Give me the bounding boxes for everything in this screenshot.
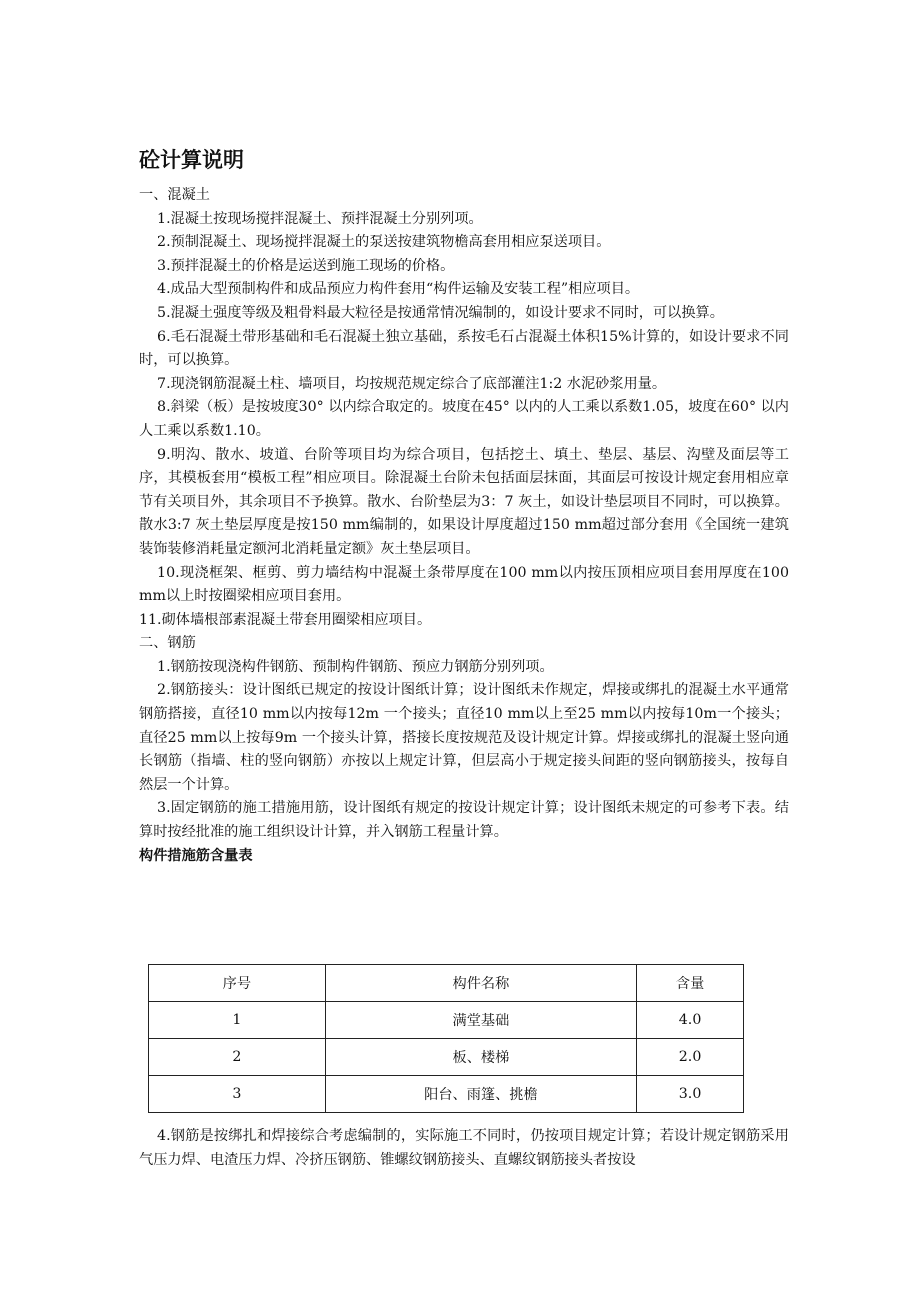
table-title: 构件措施筋含量表 xyxy=(139,847,253,864)
table-row xyxy=(149,1039,744,1076)
table-cell: 阳台、雨篷、挑檐 xyxy=(325,1076,636,1113)
header-cell: 构件名称 xyxy=(325,965,636,1002)
table-cell: 满堂基础 xyxy=(325,1002,636,1039)
paragraph: 2.预制混凝土、现场搅拌混凝土的泵送按建筑物檐高套用相应泵送项目。 xyxy=(157,234,611,251)
table-header-row xyxy=(149,965,744,1002)
paragraph: 10.现浇框架、框剪、剪力墙结构中混凝土条带厚度在100 mm以内按压顶相应项目套用厚度在100 mm以上时按圈梁相应项目套用。 xyxy=(139,564,789,605)
header-cell: 含量 xyxy=(637,965,744,1002)
section-heading-concrete: 一、混凝土 xyxy=(139,187,210,203)
table-row xyxy=(149,1002,744,1039)
page-title: 砼计算说明 xyxy=(139,148,244,172)
paragraph: 8.斜梁（板）是按坡度30° 以内综合取定的。坡度在45° 以内的人工乘以系数1.05，坡度在60° 以内人工乘以系数1.10。 xyxy=(139,399,789,439)
document-body-continued xyxy=(139,1125,789,1172)
paragraph: 2.钢筋接头：设计图纸已规定的按设计图纸计算；设计图纸未作规定，焊接或绑扎的混凝土水平通常钢筋搭接，直径10 mm以内按每12m 一个接头；直径10 mm以上至25 mm以内按每10m一个接头；直径25 mm以上按每9m 一个接头计算，搭接长度按规范及设计规定计算。焊接或绑扎的混凝土竖向通长钢筋（指墙、柱的竖向钢筋）亦按以上规定计算，但层高小于规定接头间距的竖向钢筋接头，按每自然层一个计算。 xyxy=(139,682,789,793)
rebar-content-table xyxy=(148,964,744,1113)
paragraph: 1.钢筋按现浇构件钢筋、预制构件钢筋、预应力钢筋分别列项。 xyxy=(157,658,554,675)
section-heading-rebar: 二、钢筋 xyxy=(139,635,196,652)
table-cell: 板、楼梯 xyxy=(325,1039,636,1076)
header-cell: 序号 xyxy=(149,965,326,1002)
table-cell: 2 xyxy=(149,1039,326,1076)
document-body xyxy=(139,184,789,868)
paragraph: 6.毛石混凝土带形基础和毛石混凝土独立基础，系按毛石占混凝土体积15%计算的，如设计要求不同时，可以换算。 xyxy=(139,328,789,369)
paragraph: 7.现浇钢筋混凝土柱、墙项目，均按规范规定综合了底部灌注1:2 水泥砂浆用量。 xyxy=(157,375,667,392)
paragraph: 9.明沟、散水、坡道、台阶等项目均为综合项目，包括挖土、填土、垫层、基层、沟壁及面层等工序，其模板套用“模板工程”相应项目。除混凝土台阶未包括面层抹面，其面层可按设计规定套用相应章节有关项目外，其余项目不予换算。散水、台阶垫层为3：7 灰土，如设计垫层项目不同时，可以换算。散水3:7 灰土垫层厚度是按150 mm编制的，如果设计厚度超过150 mm超过部分套用《全国统一建筑装饰装修消耗量定额河北消耗量定额》灰土垫层项目。 xyxy=(139,446,789,557)
table-cell: 3 xyxy=(149,1076,326,1113)
paragraph: 4.成品大型预制构件和成品预应力构件套用“构件运输及安装工程”相应项目。 xyxy=(157,281,640,298)
paragraph: 5.混凝土强度等级及粗骨料最大粒径是按通常情况编制的，如设计要求不同时，可以换算。 xyxy=(157,304,724,321)
table-cell: 2.0 xyxy=(637,1039,744,1076)
paragraph: 3.预拌混凝土的价格是运送到施工现场的价格。 xyxy=(157,257,455,274)
table-row xyxy=(149,1076,744,1113)
paragraph: 3.固定钢筋的施工措施用筋，设计图纸有规定的按设计规定计算；设计图纸未规定的可参考下表。结算时按经批准的施工组织设计计算，并入钢筋工程量计算。 xyxy=(139,800,789,841)
table-cell: 3.0 xyxy=(637,1076,744,1113)
table-cell: 4.0 xyxy=(637,1002,744,1039)
table-cell: 1 xyxy=(149,1002,326,1039)
paragraph: 1.混凝土按现场搅拌混凝土、预拌混凝土分别列项。 xyxy=(157,210,483,227)
paragraph: 4.钢筋是按绑扎和焊接综合考虑编制的，实际施工不同时，仍按项目规定计算；若设计规定钢筋采用气压力焊、电渣压力焊、冷挤压钢筋、锥螺纹钢筋接头、直螺纹钢筋接头者按设 xyxy=(139,1128,789,1168)
paragraph: 11.砌体墙根部素混凝土带套用圈梁相应项目。 xyxy=(139,611,432,628)
